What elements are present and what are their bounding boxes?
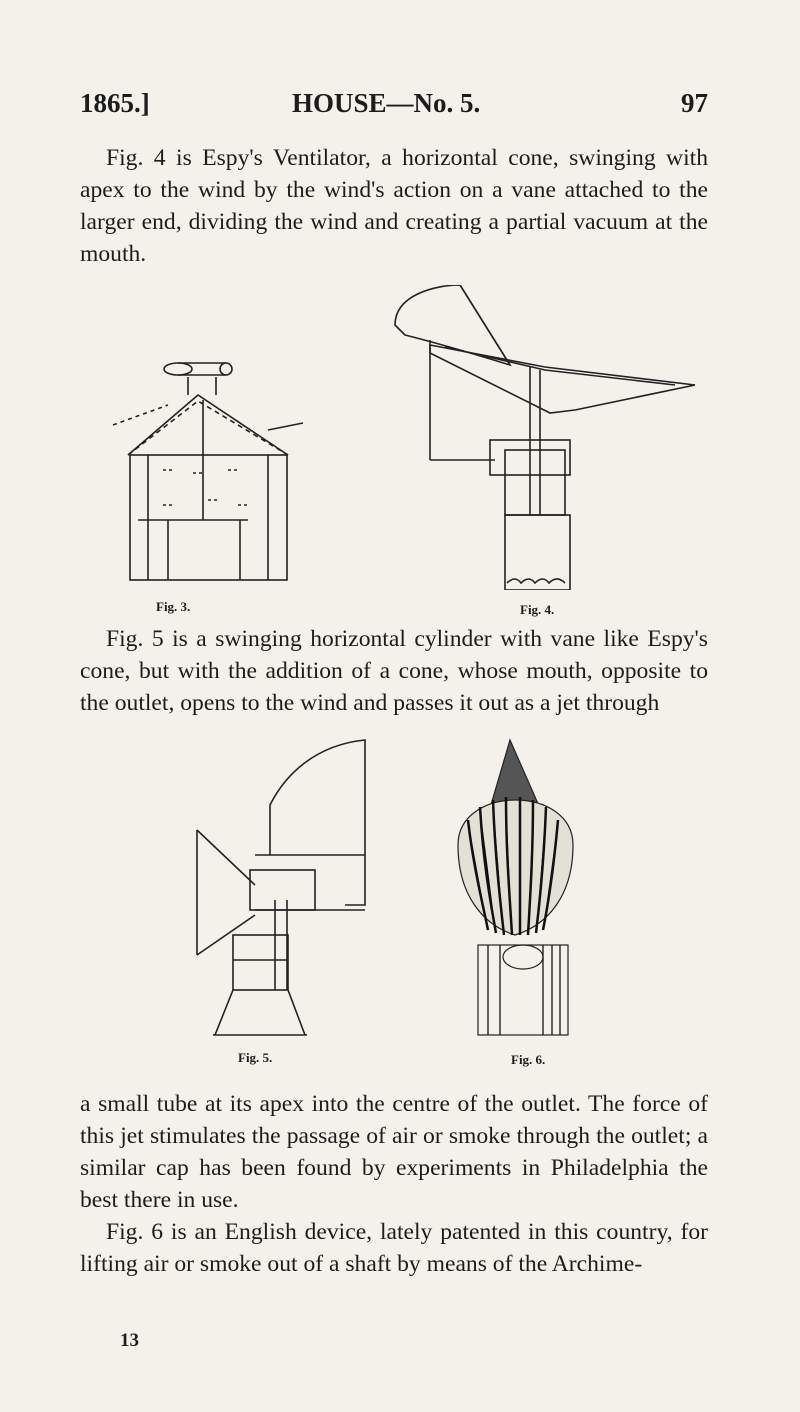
paragraph-fig4: Fig. 4 is Espy's Ventilator, a horizontal cone, swinging with apex to the wind by the wind's action on a vane attached to the larger end, dividing the wind and creating a partial vacuum at the mouth. — [80, 145, 708, 267]
paragraph-fig5: Fig. 5 is a swinging horizontal cylinder with vane like Espy's cone, but with the addition of a cone, whose mouth, opposite to the outlet, opens to the wind and passes it out as a jet through — [80, 626, 708, 716]
fig6-illustration — [448, 735, 583, 1045]
header-title: HOUSE—No. 5. — [292, 88, 481, 118]
page-number: 97 — [681, 88, 708, 118]
fig6-caption: Fig. 6. — [511, 1052, 546, 1067]
fig4-illustration — [385, 285, 705, 590]
fig3-caption: Fig. 3. — [156, 599, 191, 614]
header-year: 1865.] — [80, 88, 150, 118]
fig5-illustration — [195, 735, 375, 1040]
fig3-illustration — [108, 355, 308, 585]
paragraph-fig6: Fig. 6 is an English device, lately patented in this country, for lifting air or smoke out of a shaft by means of the Archime- — [80, 1219, 708, 1277]
fig5-caption: Fig. 5. — [238, 1050, 273, 1065]
paragraph-fig5-cont: a small tube at its apex into the centre of the outlet. The force of this jet stimulates the passage of air or smoke through the outlet; a similar cap has been found by experiments in Philadelphia the best there in use. — [80, 1091, 708, 1213]
running-header — [80, 88, 708, 124]
fig4-caption: Fig. 4. — [520, 602, 555, 617]
signature-mark: 13 — [120, 1330, 139, 1351]
